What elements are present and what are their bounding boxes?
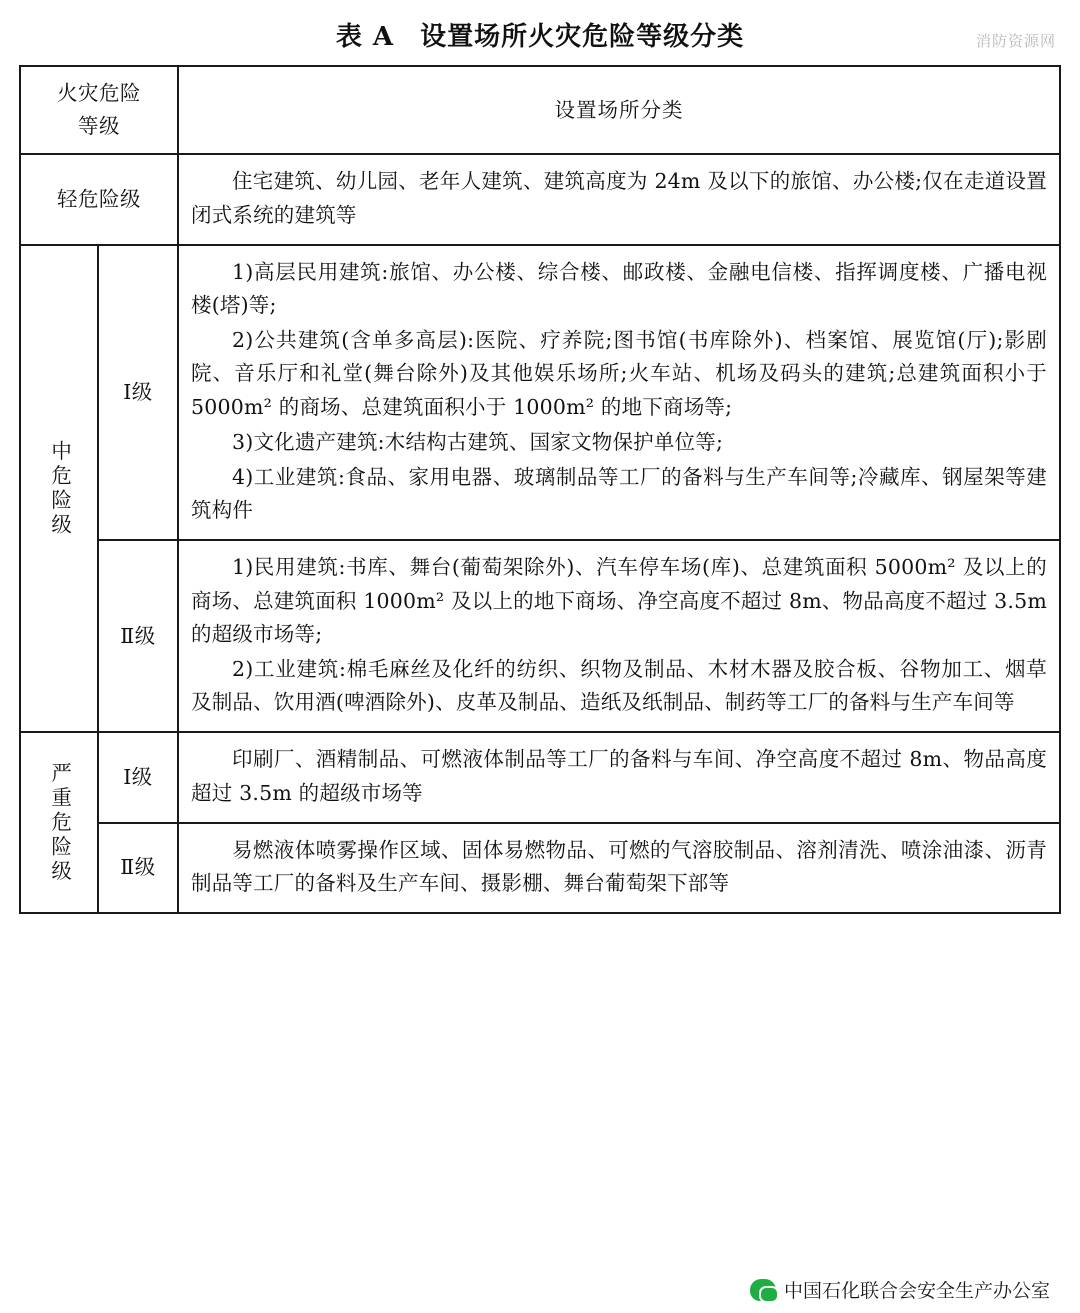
header-grade-line1: 火灾危险 [57, 81, 141, 105]
table-header-row [20, 66, 1060, 154]
row-grade-medium-text: 中危险级 [47, 439, 72, 538]
table-row [20, 154, 1060, 244]
row-body-light [178, 154, 1060, 244]
fire-risk-table [19, 65, 1061, 914]
row-paragraph: 住宅建筑、幼儿园、老年人建筑、建筑高度为 24m 及以下的旅馆、办公楼;仅在走道设置闭式系统的建筑等 [191, 169, 1047, 227]
header-grade-line2: 等级 [78, 114, 120, 139]
row-level-severe-2: Ⅱ级 [98, 823, 178, 913]
row-grade-medium [20, 245, 98, 733]
row-paragraph: 印刷厂、酒精制品、可燃液体制品等工厂的备料与车间、净空高度不超过 8m、物品高度超过 3.5m 的超级市场等 [191, 747, 1047, 805]
row-level-medium-1: Ⅰ级 [98, 245, 178, 541]
row-body-severe-2 [178, 823, 1060, 913]
row-paragraph: 2)工业建筑:棉毛麻丝及化纤的纺织、织物及制品、木材木器及胶合板、谷物加工、烟草及制品、饮用酒(啤酒除外)、皮革及制品、造纸及纸制品、制药等工厂的备料与生产车间等 [191, 657, 1047, 715]
row-paragraph: 1)高层民用建筑:旅馆、办公楼、综合楼、邮政楼、金融电信楼、指挥调度楼、广播电视楼(塔)等; [191, 259, 1047, 318]
wechat-icon [750, 1279, 776, 1301]
watermark-bottom-text: 中国石化联合会安全生产办公室 [783, 1280, 1050, 1302]
row-grade-severe-text: 严重危险级 [47, 761, 72, 885]
row-body-severe-1 [178, 732, 1060, 822]
row-paragraph: 3)文化遗产建筑:木结构古建筑、国家文物保护单位等; [232, 429, 724, 454]
row-grade-light: 轻危险级 [20, 154, 178, 244]
watermark-top: 消防资源网 [975, 32, 1056, 50]
row-level-severe-1: Ⅰ级 [98, 732, 178, 822]
row-paragraph: 1)民用建筑:书库、舞台(葡萄架除外)、汽车停车场(库)、总建筑面积 5000m² 及以上的商场、总建筑面积 1000m² 及以上的地下商场、净空高度不超过 8m、物品高度不超过 3.5m 的超级市场等; [191, 555, 1048, 646]
row-grade-severe [20, 732, 98, 913]
table-row [20, 823, 1060, 913]
row-body-medium-2 [178, 540, 1060, 732]
header-category-cell: 设置场所分类 [178, 66, 1060, 154]
page-title [0, 0, 1080, 65]
table-title-text: 设置场所火灾危险等级分类 [420, 22, 745, 52]
table-row [20, 245, 1060, 541]
row-body-medium-1 [178, 245, 1060, 541]
row-paragraph: 易燃液体喷雾操作区域、固体易燃物品、可燃的气溶胶制品、溶剂清洗、喷涂油漆、沥青制品等工厂的备料及生产车间、摄影棚、舞台葡萄架下部等 [191, 837, 1047, 896]
watermark-bottom [750, 1276, 1050, 1303]
table-row [20, 540, 1060, 732]
row-level-medium-2: Ⅱ级 [98, 540, 178, 732]
row-paragraph: 2)公共建筑(含单多高层):医院、疗养院;图书馆(书库除外)、档案馆、展览馆(厅);影剧院、音乐厅和礼堂(舞台除外)及其他娱乐场所;火车站、机场及码头的建筑;总建筑面积小于 5000m² 的商场、总建筑面积小于 1000m² 的地下商场等; [191, 328, 1047, 419]
row-paragraph: 4)工业建筑:食品、家用电器、玻璃制品等工厂的备料与生产车间等;冷藏库、钢屋架等建筑构件 [191, 465, 1047, 523]
header-grade-cell [20, 66, 178, 154]
table-row [20, 732, 1060, 822]
table-label: 表 A [335, 22, 395, 52]
